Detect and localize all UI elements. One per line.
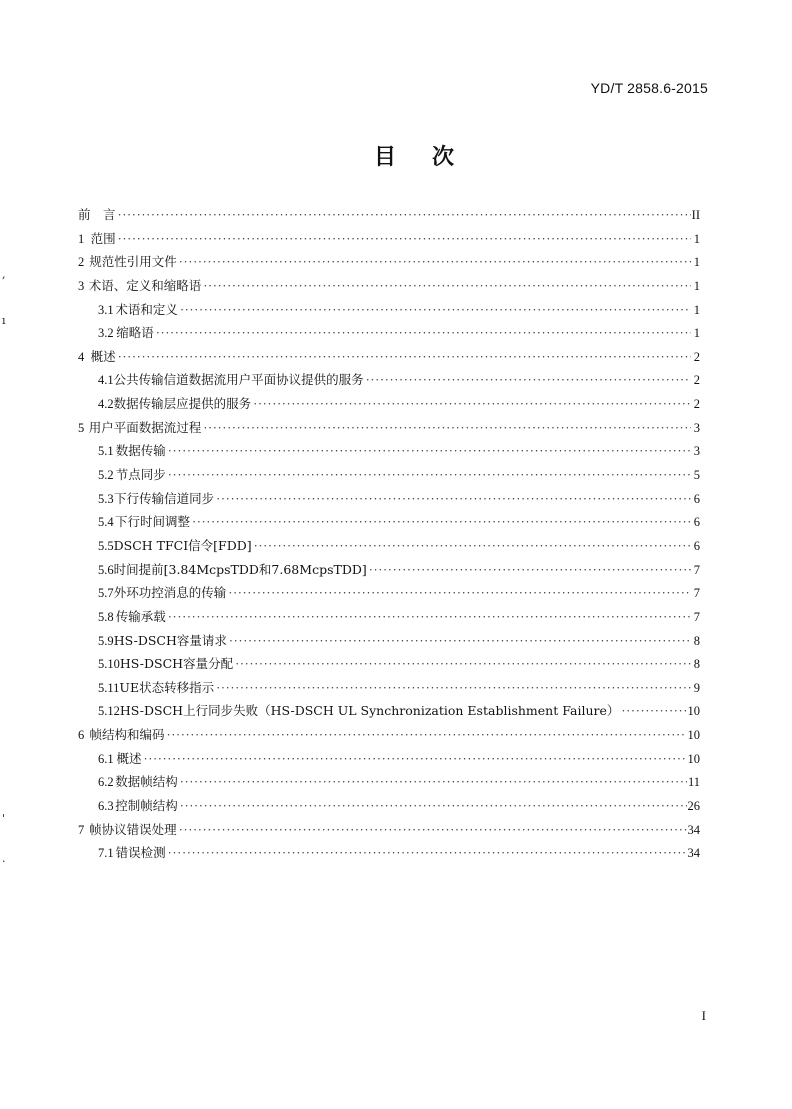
toc-entry-title: 范围 bbox=[90, 230, 116, 246]
page-number: I bbox=[701, 1008, 706, 1023]
toc-leader-dots bbox=[168, 444, 691, 459]
toc-entry-title: 公共传输信道数据流用户平面协议提供的服务 bbox=[113, 372, 364, 388]
toc-leader-dots bbox=[156, 326, 691, 341]
toc-entry-title: 缩略语 bbox=[116, 325, 154, 341]
toc-entry-page: 34 bbox=[687, 846, 700, 861]
toc-entry-page: 1 bbox=[693, 231, 700, 246]
toc-leader-dots bbox=[216, 492, 691, 507]
toc-leader-dots bbox=[228, 586, 691, 601]
toc-leader-dots bbox=[168, 846, 687, 861]
toc-entry[interactable] bbox=[78, 725, 700, 749]
toc-entry-title: 节点同步 bbox=[115, 467, 166, 483]
toc-entry-title: HS-DSCH容量分配 bbox=[119, 656, 234, 672]
toc-entry-title: 概述 bbox=[90, 348, 116, 364]
toc-entry[interactable] bbox=[78, 394, 700, 418]
toc-entry-title: UE状态转移指示 bbox=[119, 679, 215, 695]
toc-entry-page: 7 bbox=[693, 562, 700, 577]
toc-leader-dots bbox=[216, 681, 691, 696]
toc-entry-page: 10 bbox=[687, 751, 700, 766]
toc-entry-page: 5 bbox=[693, 468, 700, 483]
toc-entry-page: 1 bbox=[693, 302, 700, 317]
toc-entry-number: 4 bbox=[78, 349, 85, 364]
toc-entry-title: 外环功控消息的传输 bbox=[113, 585, 227, 601]
toc-entry[interactable] bbox=[78, 820, 700, 844]
toc-entry-page: 26 bbox=[687, 799, 700, 814]
toc-leader-dots bbox=[168, 610, 691, 625]
toc-entry-number: 5.12 bbox=[98, 704, 120, 719]
toc-entry[interactable] bbox=[78, 749, 700, 773]
toc-entry-number: 5.1 bbox=[98, 444, 114, 459]
toc-entry[interactable] bbox=[78, 796, 700, 820]
toc-entry-number: 6.2 bbox=[98, 775, 114, 790]
toc-entry[interactable] bbox=[78, 772, 700, 796]
document-code: YD/T 2858.6-2015 bbox=[590, 80, 708, 96]
toc-entry-number: 3.1 bbox=[98, 302, 114, 317]
toc-entry[interactable] bbox=[78, 607, 700, 631]
toc-entry-page: 2 bbox=[693, 373, 700, 388]
toc-entry-number: 5.5 bbox=[98, 538, 114, 553]
toc-entry-number: 5.2 bbox=[98, 468, 114, 483]
toc-entry-title: 术语和定义 bbox=[115, 301, 178, 317]
toc-entry-title: DSCH TFCI信令[FDD] bbox=[113, 537, 252, 553]
toc-entry[interactable] bbox=[78, 229, 700, 253]
toc-entry-title: 传输承载 bbox=[115, 608, 166, 624]
toc-entry-page: 1 bbox=[693, 278, 700, 293]
toc-entry[interactable] bbox=[78, 512, 700, 536]
toc-leader-dots bbox=[203, 421, 691, 436]
toc-entry-page: 8 bbox=[693, 633, 700, 648]
toc-entry[interactable] bbox=[78, 536, 700, 560]
toc-entry-title: HS-DSCH容量请求 bbox=[113, 632, 227, 648]
toc-leader-dots bbox=[118, 208, 691, 223]
scan-artifact-mark: . bbox=[2, 852, 6, 865]
toc-entry-title: 错误检测 bbox=[115, 845, 166, 861]
toc-entry-page: 6 bbox=[693, 491, 700, 506]
toc-entry-page: 10 bbox=[687, 728, 700, 743]
toc-leader-dots bbox=[254, 539, 691, 554]
toc-entry-page: 34 bbox=[687, 822, 700, 837]
toc-entry[interactable] bbox=[78, 252, 700, 276]
toc-entry-page: 6 bbox=[693, 538, 700, 553]
toc-entry-title: 数据帧结构 bbox=[115, 774, 178, 790]
toc-entry-page: 3 bbox=[693, 420, 700, 435]
toc-entry[interactable] bbox=[78, 347, 700, 371]
toc-entry[interactable] bbox=[78, 441, 700, 465]
toc-entry-number: 5.7 bbox=[98, 586, 114, 601]
toc-entry-number: 5.11 bbox=[98, 680, 120, 695]
toc-entry[interactable] bbox=[78, 205, 700, 229]
toc-entry-title: 概述 bbox=[116, 750, 142, 766]
toc-leader-dots bbox=[180, 799, 687, 814]
toc-entry-number: 3 bbox=[78, 278, 85, 293]
page-title: 目次 bbox=[373, 145, 490, 170]
toc-entry-title: HS-DSCH上行同步失败（HS-DSCH UL Synchronization Establishment Failure） bbox=[119, 703, 620, 719]
toc-leader-dots bbox=[253, 397, 691, 412]
toc-entry[interactable] bbox=[78, 631, 700, 655]
toc-entry[interactable] bbox=[78, 276, 700, 300]
toc-leader-dots bbox=[179, 823, 687, 838]
toc-leader-dots bbox=[180, 303, 691, 318]
toc-entry-number: 7.1 bbox=[98, 846, 114, 861]
toc-leader-dots bbox=[203, 279, 691, 294]
toc-entry-number: 5.3 bbox=[98, 491, 114, 506]
toc-leader-dots bbox=[180, 775, 687, 790]
scan-artifact-mark: , bbox=[2, 268, 6, 281]
toc-leader-dots bbox=[179, 255, 691, 270]
toc-entry-title: 帧结构和编码 bbox=[89, 727, 165, 743]
toc-entry[interactable] bbox=[78, 465, 700, 489]
toc-entry-number: 1 bbox=[78, 231, 85, 246]
toc-entry-number: 4.2 bbox=[98, 397, 114, 412]
table-of-contents bbox=[78, 205, 700, 867]
toc-entry-title: 控制帧结构 bbox=[115, 798, 178, 814]
toc-entry-page: 2 bbox=[693, 397, 700, 412]
toc-entry-number: 5.6 bbox=[98, 562, 114, 577]
toc-entry[interactable] bbox=[78, 701, 700, 725]
toc-entry-title: 数据传输层应提供的服务 bbox=[113, 396, 252, 412]
toc-leader-dots bbox=[143, 752, 686, 767]
toc-entry-number: 6.3 bbox=[98, 799, 114, 814]
toc-leader-dots bbox=[118, 232, 691, 247]
toc-entry[interactable] bbox=[78, 583, 700, 607]
toc-leader-dots bbox=[192, 515, 691, 530]
toc-entry-title: 下行时间调整 bbox=[114, 514, 190, 530]
toc-entry[interactable] bbox=[78, 323, 700, 347]
toc-entry-title: 帧协议错误处理 bbox=[89, 821, 177, 837]
toc-entry[interactable] bbox=[78, 418, 700, 442]
toc-entry[interactable] bbox=[78, 489, 700, 513]
toc-entry[interactable] bbox=[78, 843, 700, 867]
toc-entry-page: 7 bbox=[693, 609, 700, 624]
toc-entry-number: 4.1 bbox=[98, 373, 114, 388]
toc-entry[interactable] bbox=[78, 678, 700, 702]
toc-leader-dots bbox=[118, 350, 691, 365]
toc-entry[interactable] bbox=[78, 560, 700, 584]
toc-entry-page: 10 bbox=[687, 704, 700, 719]
toc-leader-dots bbox=[366, 373, 691, 388]
toc-entry[interactable] bbox=[78, 370, 700, 394]
toc-entry-page: 9 bbox=[693, 680, 700, 695]
scan-artifact-mark: ı bbox=[2, 314, 6, 327]
toc-entry-title: 用户平面数据流过程 bbox=[88, 419, 202, 435]
toc-entry-page: II bbox=[691, 208, 700, 222]
toc-entry-number: 5 bbox=[78, 420, 85, 435]
toc-entry-number: 5.8 bbox=[98, 609, 114, 624]
toc-entry-title: 下行传输信道同步 bbox=[114, 490, 215, 506]
toc-entry-page: 7 bbox=[693, 586, 700, 601]
toc-entry-title: 时间提前[3.84McpsTDD和7.68McpsTDD] bbox=[113, 561, 367, 577]
toc-entry-number: 5.4 bbox=[98, 515, 114, 530]
toc-entry-number: 6 bbox=[78, 728, 85, 743]
toc-entry-number: 5.10 bbox=[98, 657, 120, 672]
toc-entry-number: 7 bbox=[78, 822, 85, 837]
toc-leader-dots bbox=[369, 563, 691, 578]
toc-entry[interactable] bbox=[78, 300, 700, 324]
toc-entry-number: 2 bbox=[78, 255, 85, 270]
toc-entry-number: 6.1 bbox=[98, 751, 114, 766]
toc-entry-page: 8 bbox=[693, 657, 700, 672]
toc-entry-page: 3 bbox=[693, 444, 700, 459]
toc-entry-title: 术语、定义和缩略语 bbox=[88, 277, 202, 293]
toc-leader-dots bbox=[621, 704, 686, 719]
toc-entry-title: 规范性引用文件 bbox=[89, 254, 177, 270]
toc-leader-dots bbox=[166, 728, 686, 743]
toc-entry-number: 3.2 bbox=[98, 326, 114, 341]
toc-leader-dots bbox=[229, 634, 691, 649]
toc-entry-page: 11 bbox=[687, 775, 700, 790]
toc-entry-number: 5.9 bbox=[98, 633, 114, 648]
toc-entry-page: 1 bbox=[693, 326, 700, 341]
toc-leader-dots bbox=[235, 657, 691, 672]
toc-entry[interactable] bbox=[78, 654, 700, 678]
toc-entry-title: 前 言 bbox=[78, 207, 116, 222]
toc-entry-page: 1 bbox=[693, 255, 700, 270]
toc-leader-dots bbox=[168, 468, 691, 483]
toc-entry-page: 6 bbox=[693, 515, 700, 530]
scan-artifact-mark: ' bbox=[2, 812, 6, 825]
toc-entry-page: 2 bbox=[693, 349, 700, 364]
toc-entry-title: 数据传输 bbox=[115, 443, 166, 459]
